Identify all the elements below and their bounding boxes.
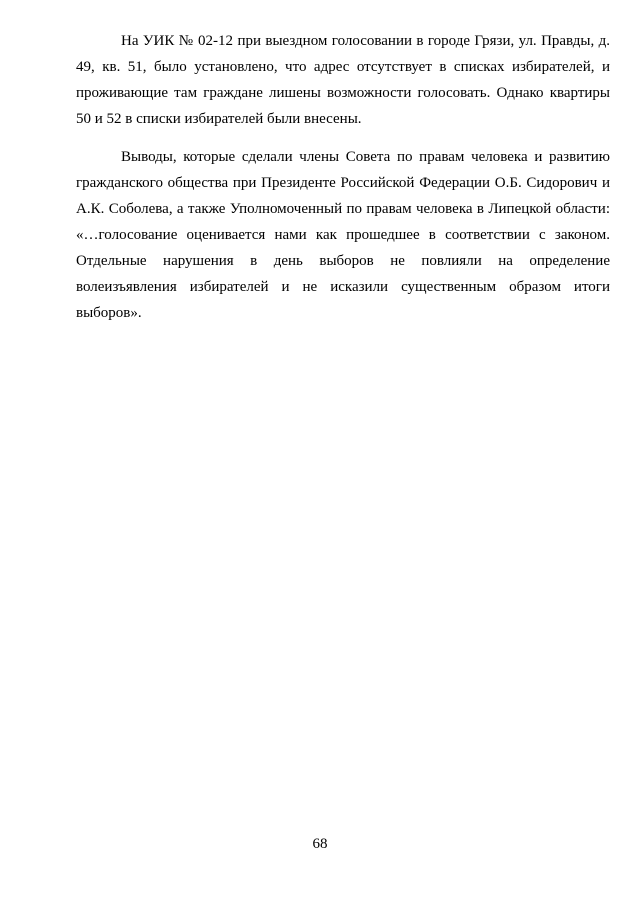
body-text <box>76 28 610 326</box>
page-number: 68 <box>312 836 328 852</box>
paragraph-polling-station: На УИК № 02-12 при выездном голосовании в городе Грязи, ул. Правды, д. 49, кв. 51, было установлено, что адрес отсутствует в списках избирателей, и проживающие там граждане лишены возможности голосовать. Однако квартиры 50 и 52 в списки избирателей были внесены. <box>76 33 610 127</box>
paragraph-conclusions: Выводы, которые сделали члены Совета по правам человека и развитию гражданского общества при Президенте Российской Федерации О.Б. Сидорович и А.К. Соболева, а также Уполномоченный по правам человека в Липецкой области: «…голосование оценивается нами как прошедшее в соответствии с законом. Отдельные нарушения в день выборов не повлияли на определение волеизъявления избирателей и не исказили существенным образом итоги выборов». <box>76 149 610 321</box>
